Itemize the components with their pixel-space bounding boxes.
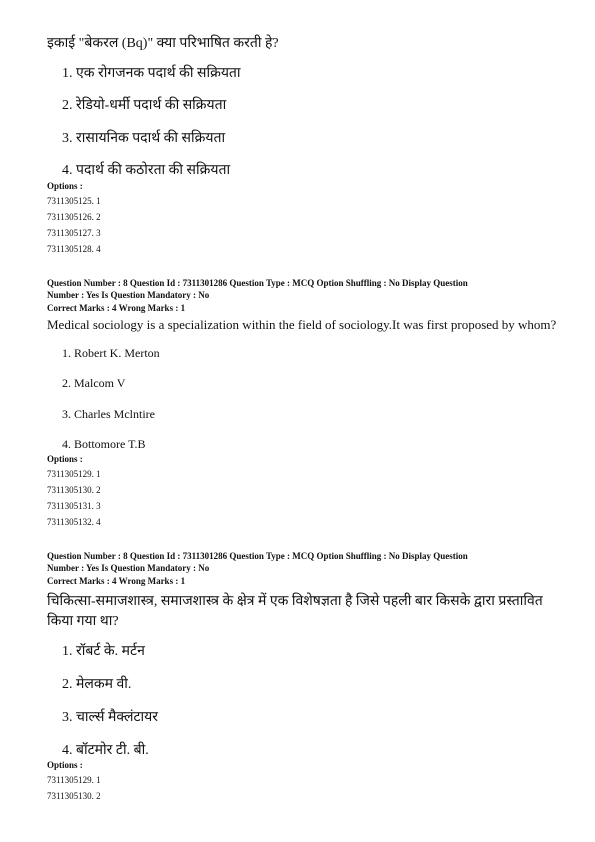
question-text: इकाई "बेकरल (Bq)" क्या परिभाषित करती हे? [47, 36, 279, 51]
marks-info: Correct Marks : 4 Wrong Marks : 1 [47, 576, 186, 586]
question-text: Medical sociology is a specialization within the field of sociology.It was first proposed by whom? [47, 317, 557, 332]
option-2: 2. रेडियो-धर्मी पदार्थ की सक्रियता [62, 98, 227, 113]
marks-info: Correct Marks : 4 Wrong Marks : 1 [47, 303, 186, 313]
option-code: 7311305129. 1 [47, 469, 101, 479]
question-meta-line1: Question Number : 8 Question Id : 7311301286 Question Type : MCQ Option Shuffling : No Display Question [47, 551, 468, 561]
option-4: 4. बॉटमोर टी. बी. [62, 743, 149, 758]
options-label: Options : [47, 760, 83, 770]
option-code: 7311305130. 2 [47, 791, 101, 801]
question-meta-line2: Number : Yes Is Question Mandatory : No [47, 563, 210, 573]
option-code: 7311305132. 4 [47, 517, 101, 527]
option-3: 3. रासायनिक पदार्थ की सक्रियता [62, 131, 226, 146]
option-3: 3. चार्ल्स मैक्लंटायर [62, 710, 158, 725]
option-code: 7311305131. 3 [47, 501, 101, 511]
option-4: 4. Bottomore T.B [62, 437, 146, 451]
option-3: 3. Charles Mclntire [62, 407, 155, 421]
option-2: 2. मेलकम वी. [62, 677, 132, 692]
question-meta-line2: Number : Yes Is Question Mandatory : No [47, 290, 210, 300]
option-code: 7311305125. 1 [47, 196, 101, 206]
options-label: Options : [47, 454, 83, 464]
option-2: 2. Malcom V [62, 376, 126, 390]
question-text-line1: चिकित्सा-समाजशास्त्र, समाजशास्त्र के क्षेत्र में एक विशेषज्ञता है जिसे पहली बार किसके द्वारा प्रस्तावित [47, 594, 543, 609]
question-meta [47, 277, 567, 301]
question-meta [47, 550, 567, 574]
question-text-line2: किया गया था? [47, 614, 119, 629]
option-1: 1. Robert K. Merton [62, 346, 160, 360]
option-4: 4. पदार्थ की कठोरता की सक्रियता [62, 163, 231, 178]
option-code: 7311305129. 1 [47, 775, 101, 785]
option-code: 7311305130. 2 [47, 485, 101, 495]
options-label: Options : [47, 181, 83, 191]
option-code: 7311305127. 3 [47, 228, 101, 238]
option-code: 7311305128. 4 [47, 244, 101, 254]
question-meta-line1: Question Number : 8 Question Id : 7311301286 Question Type : MCQ Option Shuffling : No Display Question [47, 278, 468, 288]
option-code: 7311305126. 2 [47, 212, 101, 222]
option-1: 1. रॉबर्ट के. मर्टन [62, 644, 145, 659]
option-1: 1. एक रोगजनक पदार्थ की सक्रियता [62, 66, 241, 81]
